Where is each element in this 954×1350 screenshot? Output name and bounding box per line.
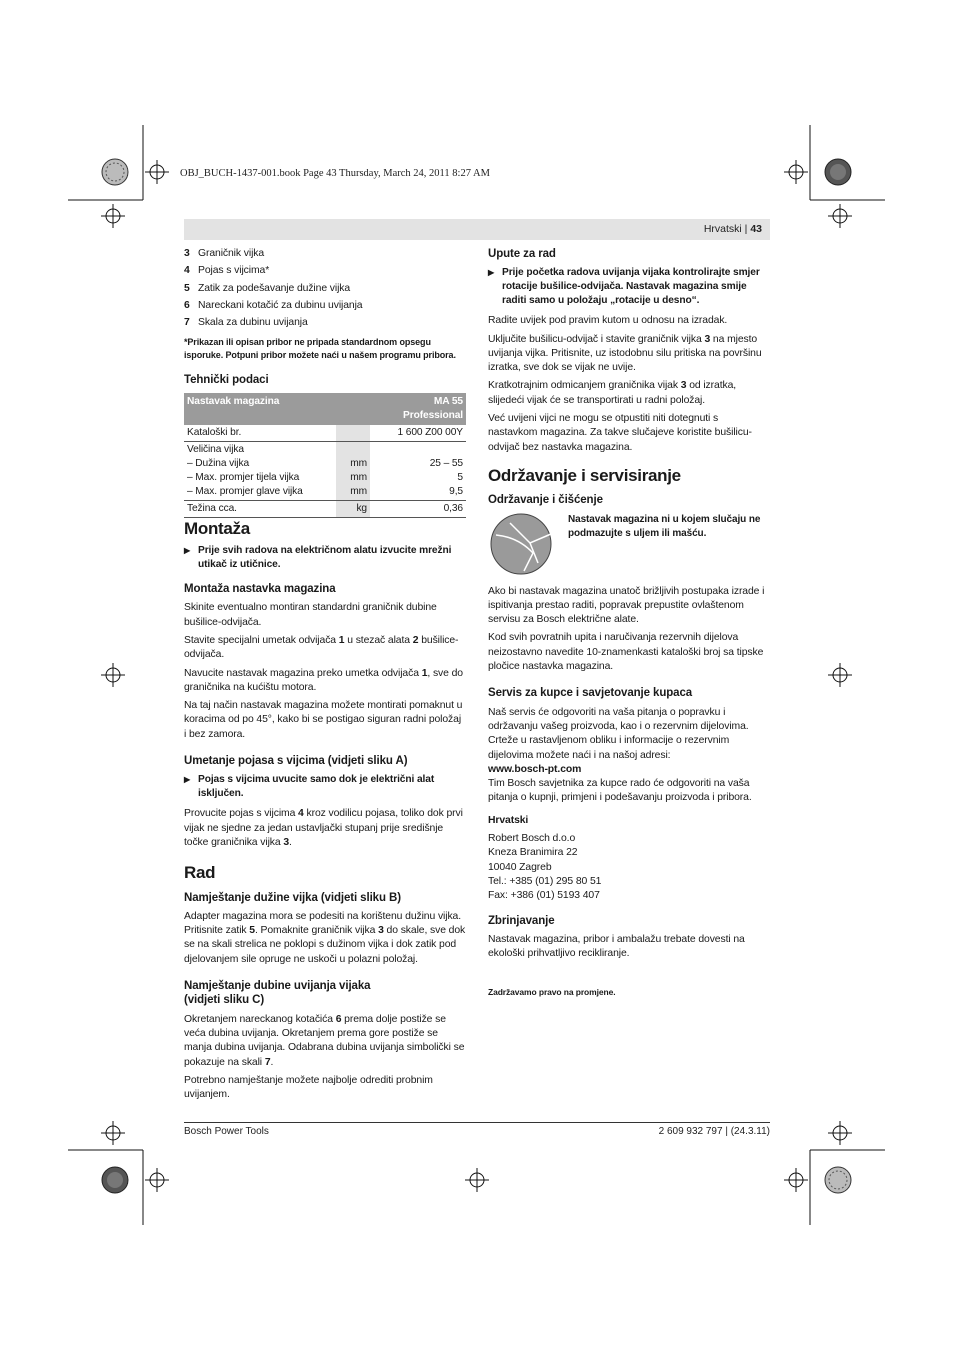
section-title-odrzavanje: Održavanje i servisiranje — [488, 465, 681, 485]
list-item: 7 Skala za dubinu uvijanja — [184, 317, 308, 329]
paragraph: Adapter magazina mora se podesiti na korištenu dužinu vijka. Pritisnite zatik 5. Pomaknite graničnik vijka 3 do skale, sve dok se na skali strelica ne poklopi s dužinom vijka i dok zatik pod djelovanjem sile opruge ne uskoči u polazni položaj. — [184, 910, 466, 965]
subsection-title: Namještanje dužine vijka (vidjeti sliku B) — [184, 891, 401, 904]
tech-data-table — [184, 393, 466, 518]
warning-text: Nastavak magazina ni u kojem slučaju ne podmazujte s uljem ili mašću. — [568, 513, 761, 539]
paragraph: Uključite bušilicu-odvijač i stavite graničnik vijka 3 na mjesto uvijanja vijka. Pritisnite, uz istodobnu silu pritiska na površinu izratka, sve dok se vijak ne uvije. — [488, 333, 762, 374]
paragraph: Radite uvijek pod pravim kutom u odnosu na izradak. — [488, 315, 728, 327]
warning-bullet: ▶ Pojas s vijcima uvucite samo dok je električni alat isključen. — [184, 774, 435, 800]
tech-data-heading: Tehnički podaci — [184, 374, 269, 387]
footer-rule — [184, 1122, 770, 1123]
subsection-title: Umetanje pojasa s vijcima (vidjeti sliku A) — [184, 755, 408, 768]
triangle-bullet-icon: ▶ — [184, 775, 191, 785]
website-link[interactable]: www.bosch-pt.com — [488, 763, 582, 775]
paragraph: Kod svih povratnih upita i naručivanja rezervnih dijelova neizostavno navedite 10-znamenkasti kataloški broj sa tipske pločice nastavka magazina. — [488, 632, 764, 673]
header-separator: | — [741, 223, 751, 235]
page-header-bar — [184, 219, 770, 240]
paragraph: Stavite specijalni umetak odvijača 1 u stezač alata 2 bušilice-odvijača. — [184, 634, 459, 661]
subsection-title: Montaža nastavka magazina — [184, 583, 336, 596]
section-title-montaza: Montaža — [184, 518, 250, 538]
address: Robert Bosch d.o.o Kneza Branimira 22 10040 Zagreb Tel.: +385 (01) 295 80 51 Fax: +386 (01) 5193 407 — [488, 833, 602, 902]
paragraph: Skinite eventualno montiran standardni graničnik dubine bušilice-odvijača. — [184, 602, 437, 628]
section-title-rad: Rad — [184, 863, 216, 883]
warning-bullet: ▶ Prije početka radova uvijanja vijaka kontrolirajte smjer rotacije bušilice-odvijača. Nastavak magazina smije raditi samo u položaju „rotacije u desno“. — [488, 267, 760, 307]
triangle-bullet-icon: ▶ — [184, 546, 191, 556]
country-label: Hrvatski — [488, 814, 529, 826]
paragraph: Ako bi nastavak magazina unatoč brižljivih postupaka izrade i ispitivanja prestao raditi, popravak prepustite ovlaštenom servisu za Bosch električne alate. — [488, 585, 765, 626]
rights-notice: Zadržavamo pravo na promjene. — [488, 987, 616, 998]
footer-right: 2 609 932 797 | (24.3.11) — [658, 1126, 770, 1137]
paragraph: Kratkotrajnim odmicanjem graničnika vijak 3 od izratka, slijedeći vijak će se transportirati u radni položaj. — [488, 380, 737, 406]
table-row: Težina cca. kg 0,36 — [184, 500, 466, 517]
paragraph: Okretanjem nareckanog kotačića 6 prema dolje postiže se veća dubina uvijanja. Okretanjem prema gore postiže se manja dubina uvijanja. Odabrana dubina uvijanja simbolički se pokazuje na skali 7. — [184, 1013, 465, 1068]
footnote: *Prikazan ili opisan pribor ne pripada standardnom opsegu isporuke. Potpuni pribor možete naći u našem programu pribora. — [184, 337, 456, 360]
paragraph: Tim Bosch savjetnika za kupce rado će odgovoriti na vaša pitanja o kupnji, primjeni i podešavanju proizvoda i pribora. — [488, 778, 752, 804]
no-lubrication-icon — [488, 513, 556, 575]
triangle-bullet-icon: ▶ — [488, 268, 495, 278]
paragraph: Nastavak magazina, pribor i ambalažu trebate dovesti na ekološki prihvatljivo recikliranje. — [488, 933, 745, 960]
subsection-title: Zbrinjavanje — [488, 914, 555, 927]
list-item: 4 Pojas s vijcima* — [184, 265, 270, 277]
subsection-title: Namještanje dubine uvijanja vijaka (vidjeti sliku C) — [184, 980, 371, 1007]
paragraph: Naš servis će odgovoriti na vaša pitanja o popravku i održavanju vašeg proizvoda, kao i o rezervnim dijelovima. Crteže u rastavljenom obliku i informacije o rezervnim dijelovima možete naći i na našoj adresi: — [488, 706, 749, 761]
print-slug: OBJ_BUCH-1437-001.book Page 43 Thursday, March 24, 2011 8:27 AM — [180, 168, 490, 179]
warning-bullet: ▶ Prije svih radova na električnom alatu izvucite mrežni utikač iz utičnice. — [184, 545, 452, 571]
left-column — [184, 247, 466, 1106]
language-label: Hrvatski — [703, 223, 742, 235]
list-item: 6 Nareckani kotačić za dubinu uvijanja — [184, 299, 363, 311]
subsection-title: Upute za rad — [488, 248, 556, 260]
no-oil-warning — [488, 513, 770, 575]
paragraph: Na taj način nastavak magazina možete montirati pomaknut u koracima od po 45°, kako bi se postigao siguran radni položaj i bez zamora. — [184, 700, 463, 740]
paragraph: Potrebno namještanje možete najbolje odrediti probnim uvijanjem. — [184, 1074, 433, 1101]
paragraph: Već uvijeni vijci ne mogu se otpustiti niti dotegnuti s nastavkom magazina. Za takve slučajeve koristite bušilicu-odvijač bez nastavka magazina. — [488, 413, 752, 453]
table-header-model: MA 55 Professional — [370, 393, 466, 425]
list-item: 5 Zatik za podešavanje dužine vijka — [184, 282, 351, 294]
subsection-title: Servis za kupce i savjetovanje kupaca — [488, 687, 693, 700]
list-item: 3 Graničnik vijka — [184, 248, 265, 259]
table-row: Veličina vijka – Dužina vijka – Max. promjer tijela vijka – Max. promjer glave vijka mm mm mm 25 – 55 5 9,5 — [184, 441, 466, 500]
page-number: 43 — [750, 223, 762, 235]
right-column — [488, 247, 770, 1004]
subsection-title: Održavanje i čišćenje — [488, 494, 603, 507]
paragraph: Provucite pojas s vijcima 4 kroz vodilicu pojasa, toliko dok prvi vijak ne sjedne za jedan ustavljački stupanj prije središnje točke graničnika vijka 3. — [184, 808, 463, 848]
header-language — [704, 223, 762, 235]
table-header-product: Nastavak magazina — [184, 393, 370, 425]
footer-left: Bosch Power Tools — [184, 1126, 269, 1137]
paragraph: Navucite nastavak magazina preko umetka odvijača 1, sve do graničnika na kućištu motora. — [184, 667, 463, 693]
table-row: Kataloški br. 1 600 Z00 00Y — [184, 425, 466, 442]
